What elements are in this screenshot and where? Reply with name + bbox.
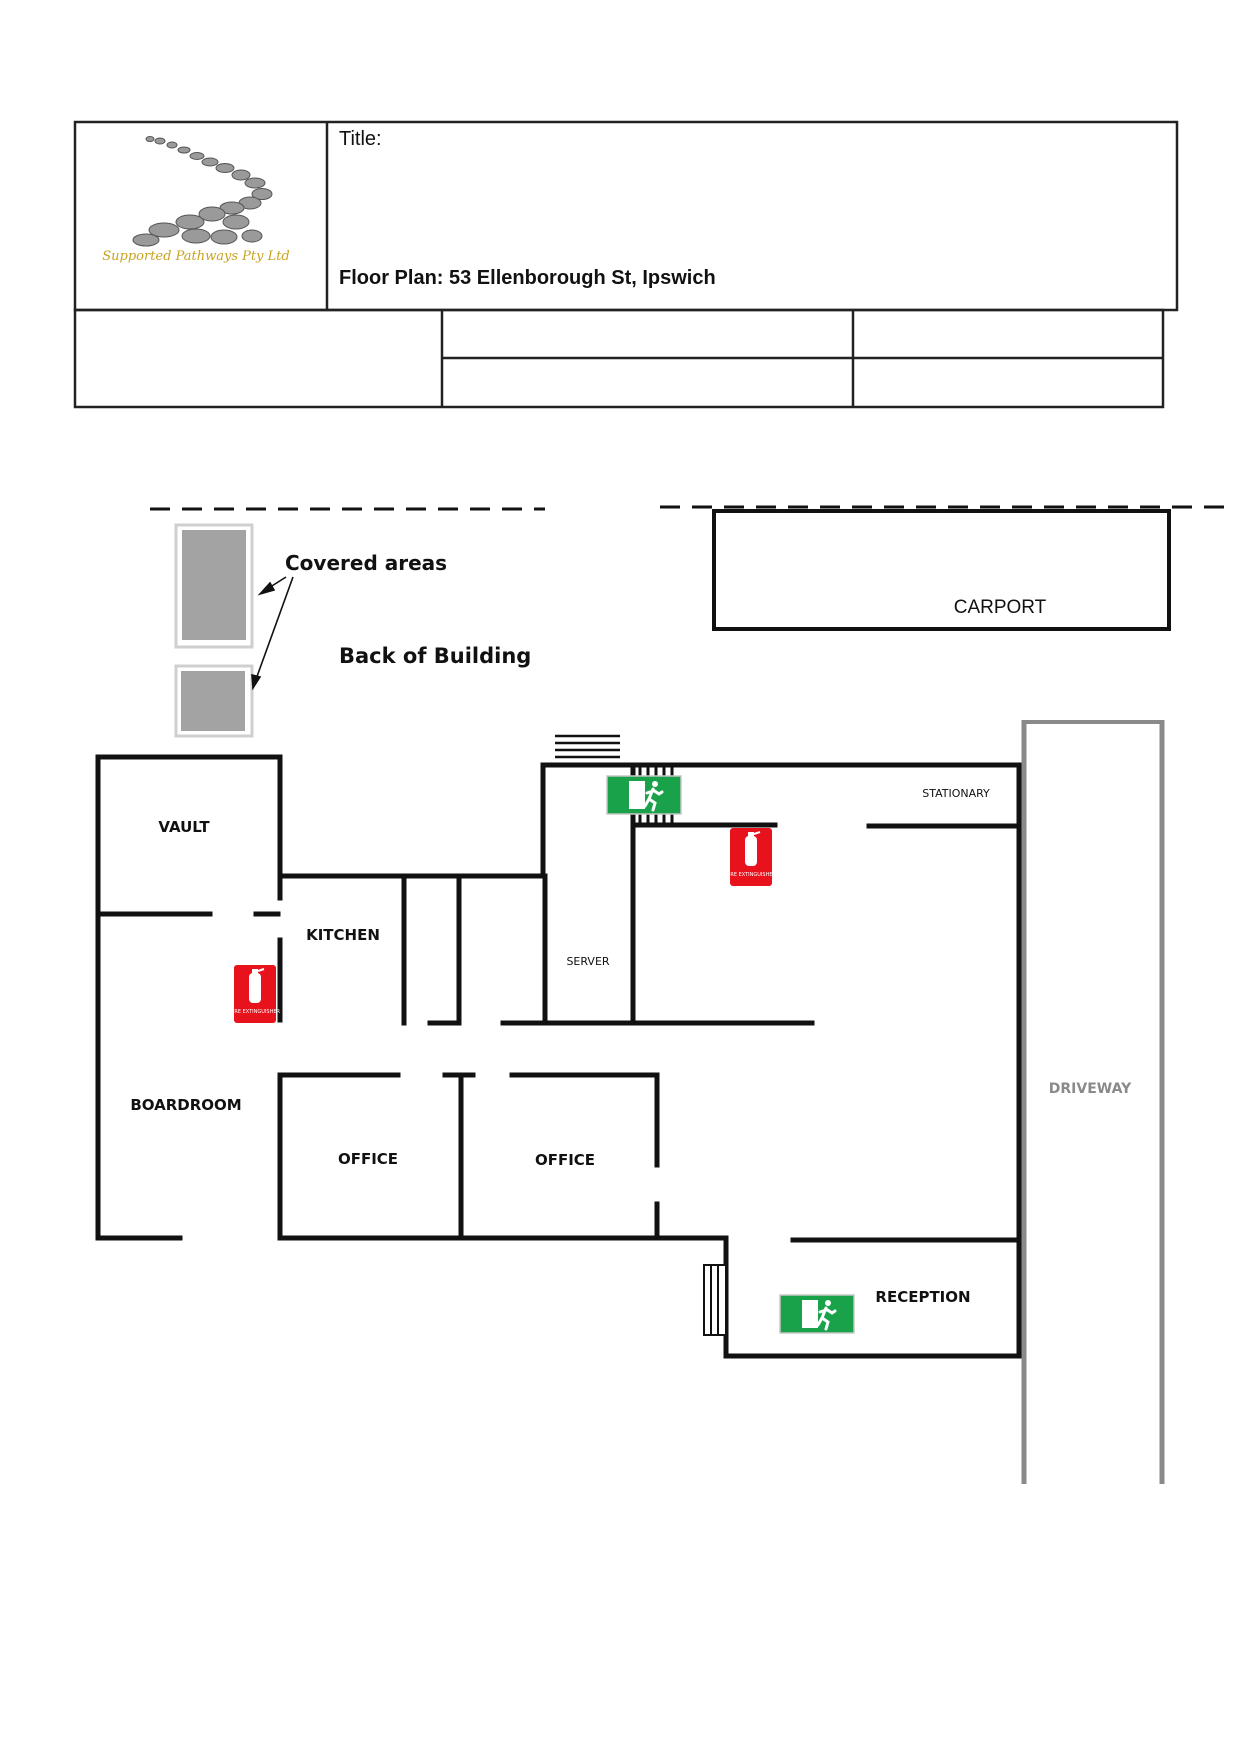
room-label-vault: VAULT <box>158 818 210 836</box>
building-walls <box>98 757 1019 1356</box>
driveway-label: DRIVEWAY <box>1048 1081 1132 1097</box>
room-labels <box>130 787 990 1306</box>
header-table <box>75 122 1177 407</box>
room-label-server: SERVER <box>566 955 610 968</box>
room-label-stationary: STATIONARY <box>922 787 990 800</box>
fire-extinguisher-sign <box>726 828 776 886</box>
logo-text: Supported Pathways Pty Ltd <box>102 249 290 264</box>
driveway <box>1022 720 1164 1484</box>
rear-stairs <box>555 736 620 764</box>
room-label-office-1: OFFICE <box>337 1150 399 1168</box>
extinguisher-caption: FIRE EXTINGUISHER <box>726 872 776 878</box>
exit-sign <box>780 1295 854 1333</box>
boundary-line <box>150 507 1230 509</box>
company-logo <box>102 137 290 265</box>
title-value: Floor Plan: 53 Ellenborough St, Ipswich <box>339 267 716 289</box>
carport <box>714 511 1169 629</box>
room-label-office-2: OFFICE <box>534 1151 596 1169</box>
carport-label: CARPORT <box>953 597 1047 618</box>
covered-areas-label: Covered areas <box>285 551 448 575</box>
fire-extinguisher-sign <box>230 965 280 1023</box>
room-label-reception: RECEPTION <box>875 1288 971 1306</box>
front-steps <box>704 1265 726 1335</box>
covered-areas <box>176 525 252 736</box>
back-of-building-label: Back of Building <box>339 644 532 668</box>
room-label-kitchen: KITCHEN <box>306 926 380 944</box>
covered-areas-arrows <box>252 577 293 688</box>
exit-sign <box>607 776 681 814</box>
extinguisher-caption: FIRE EXTINGUISHER <box>230 1009 280 1015</box>
room-label-boardroom: BOARDROOM <box>130 1096 242 1114</box>
title-label: Title: <box>339 128 382 150</box>
